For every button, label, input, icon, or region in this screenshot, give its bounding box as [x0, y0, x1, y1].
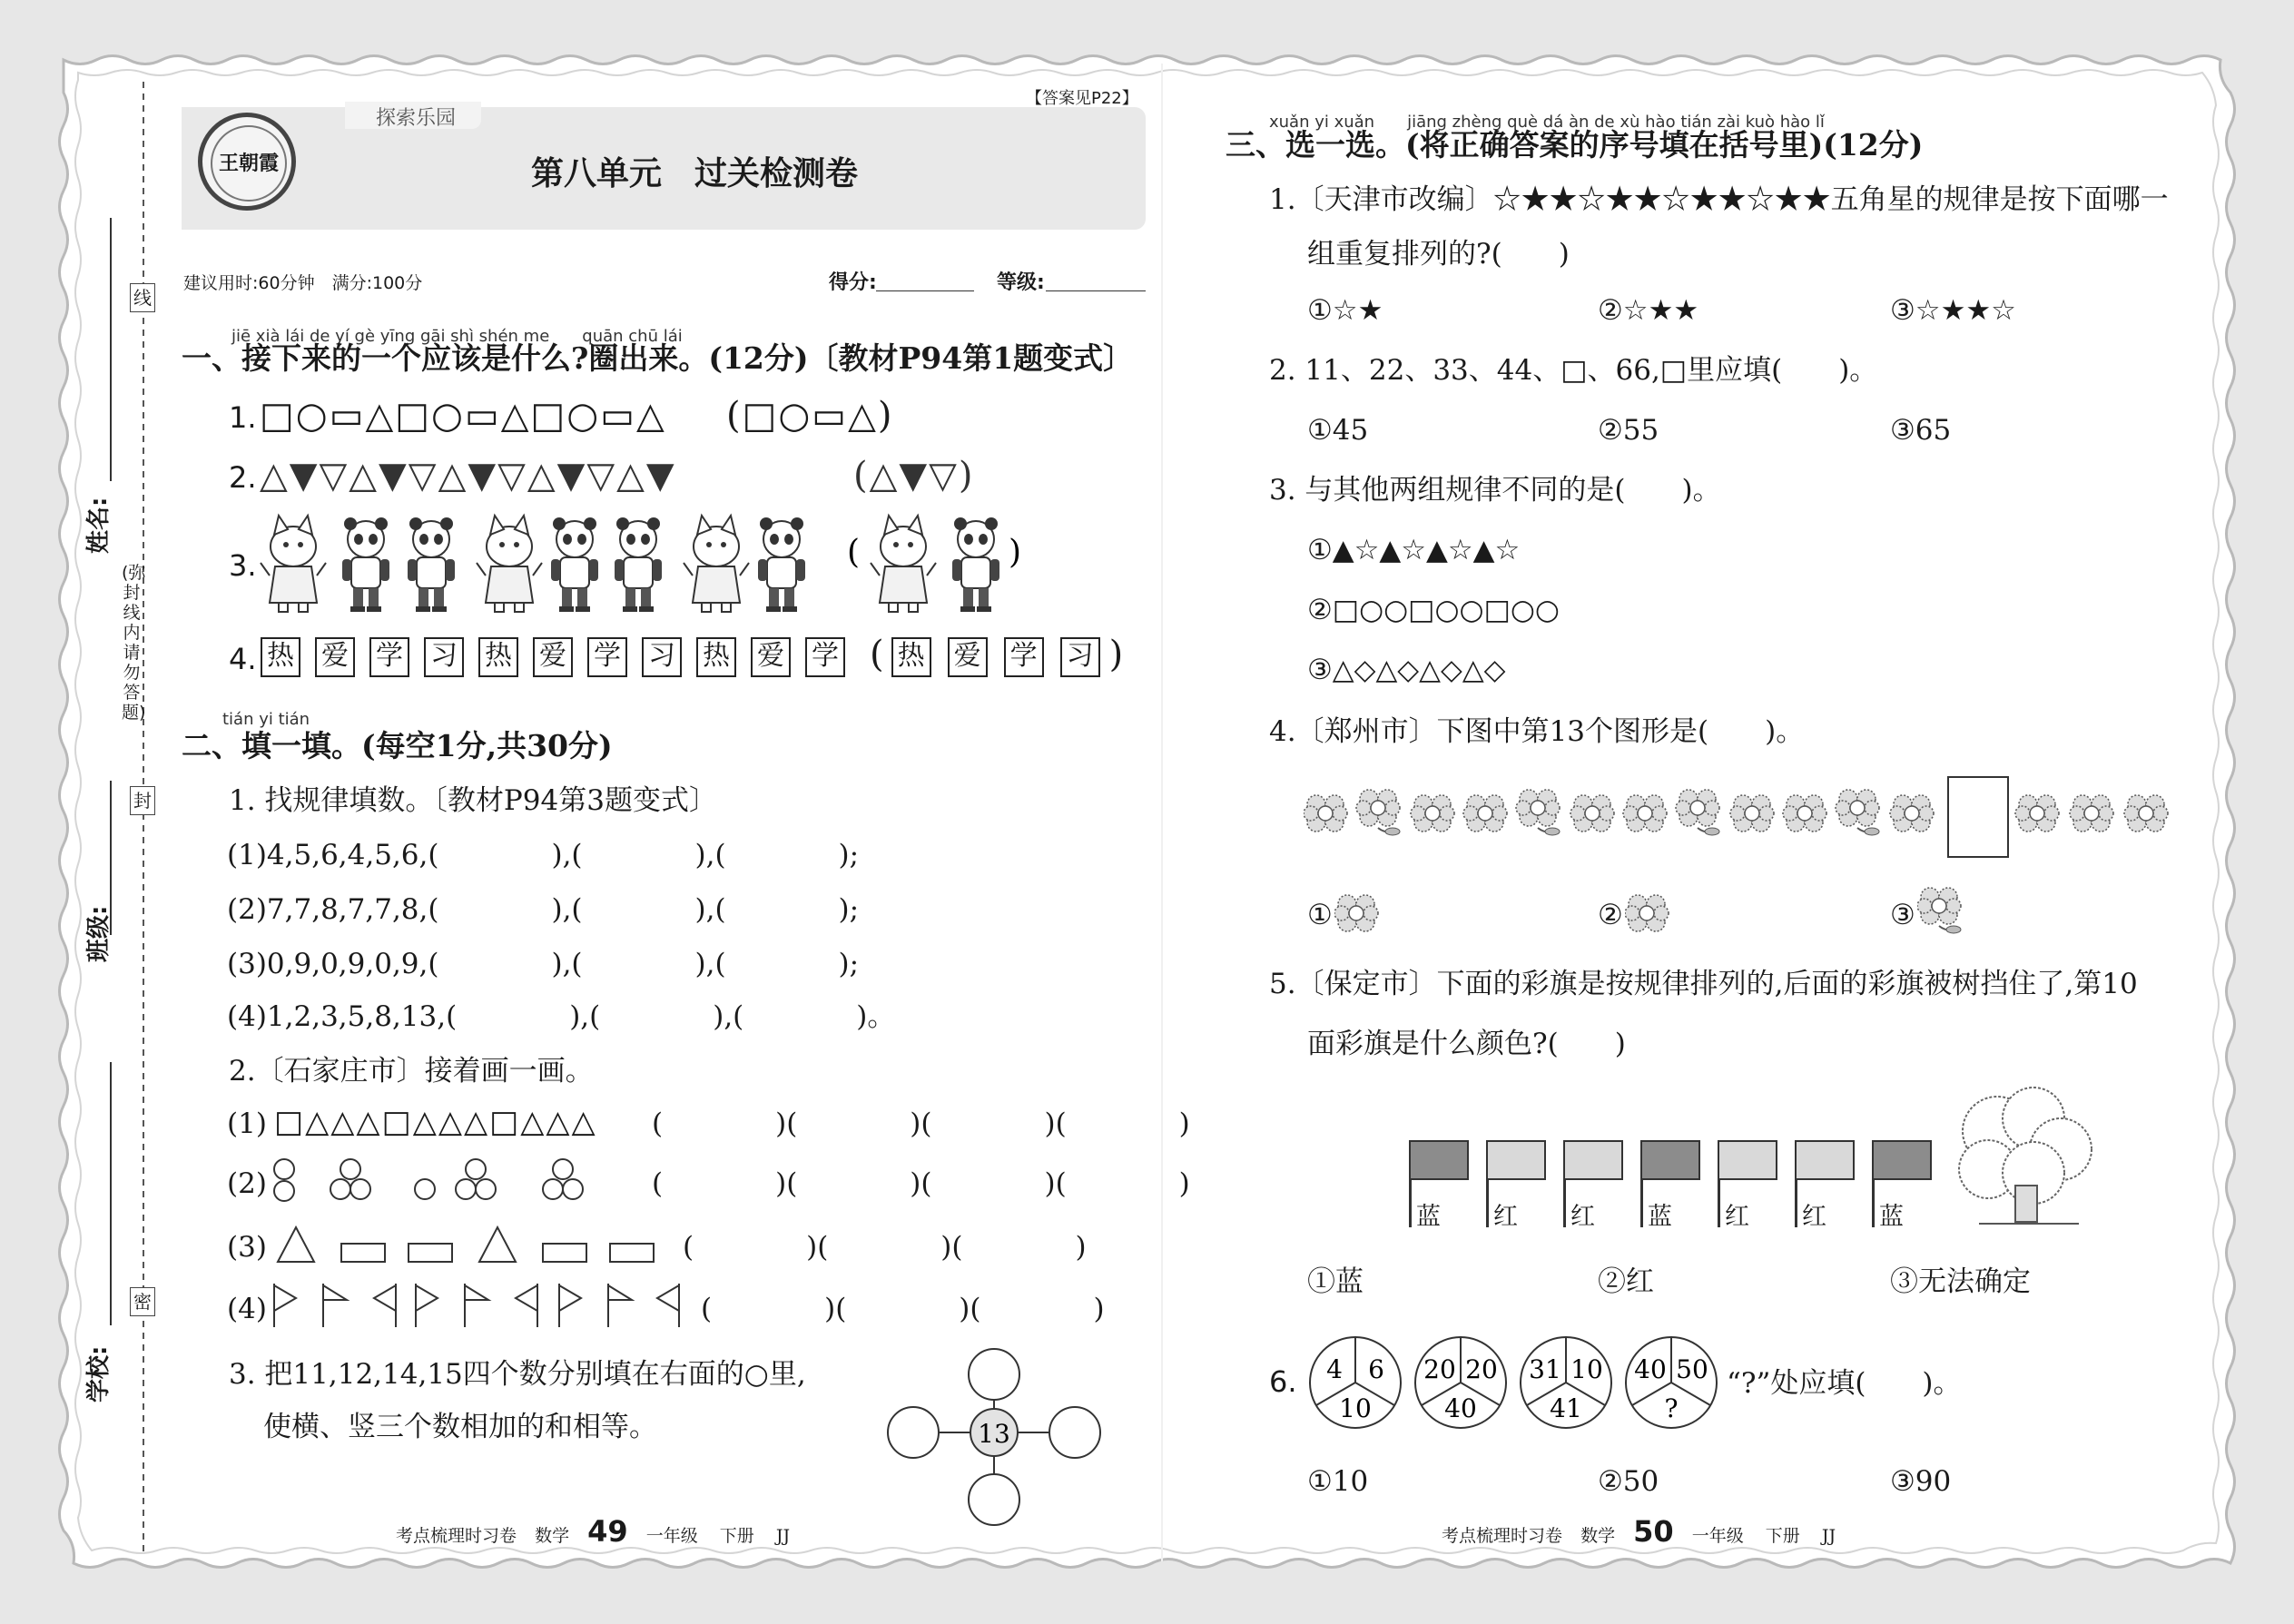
flag-label: 蓝	[1879, 1203, 1904, 1231]
center-number: 13	[978, 1419, 1010, 1449]
s2-q2-row2-circles	[271, 1156, 634, 1207]
s3-q5-line1: 5.〔保定市〕下面的彩旗是按规律排列的,后面的彩旗被树挡住了,第10	[1269, 968, 2138, 1000]
s2-q2-row3-num: (3)	[227, 1231, 267, 1264]
section3-title: 三、选一选。(将正确答案的序号填在括号里)(12分)	[1226, 127, 1924, 162]
flag-label: 蓝	[1648, 1203, 1672, 1231]
flag	[1872, 1140, 1932, 1180]
grade-label: 等级:	[997, 271, 1045, 294]
s3-q5-line2[interactable]: 面彩旗是什么颜色?( )	[1307, 1028, 1626, 1060]
s2-q1-line4[interactable]: (4)1,2,3,5,8,13,( ),( ),( )。	[227, 1000, 896, 1033]
s1-q1-num: 1.	[229, 400, 257, 435]
char-box: 爱	[533, 637, 573, 677]
circle-number: 41	[1550, 1393, 1582, 1423]
s3-q4-line1[interactable]: 4.〔郑州市〕下图中第13个图形是( )。	[1269, 715, 1805, 748]
footer-right-book: 考点梳理时习卷	[1442, 1526, 1563, 1546]
svg-text:(: (	[847, 534, 861, 571]
char-box: 学	[805, 637, 845, 677]
s3-q6-option-3[interactable]: ③90	[1890, 1465, 1952, 1498]
char-box: 爱	[751, 637, 791, 677]
s3-q5-option-1[interactable]: ①蓝	[1307, 1265, 1364, 1298]
s3-q2-option-2[interactable]: ②55	[1598, 414, 1659, 447]
s2-q2-row1-num: (1)	[227, 1107, 267, 1140]
s2-q2-row4-flags	[269, 1278, 695, 1333]
s2-q3-line2: 使横、竖三个数相加的和相等。	[263, 1411, 657, 1443]
s3-q3-line1[interactable]: 3. 与其他两组规律不同的是( )。	[1269, 474, 1721, 507]
s3-q2-option-1[interactable]: ①45	[1307, 414, 1369, 447]
s2-q2-row4-blanks[interactable]: ( )( )( )	[701, 1293, 1105, 1325]
grade-field[interactable]	[1046, 290, 1146, 291]
s3-q1-option-1[interactable]: ①☆★	[1307, 294, 1383, 327]
seal-char: 封	[130, 786, 155, 815]
flag	[1409, 1140, 1469, 1180]
s3-q6-num: 6.	[1269, 1364, 1297, 1399]
footer-left	[396, 1514, 790, 1549]
s1-q2-num: 2.	[229, 460, 257, 495]
circle-number: 10	[1570, 1354, 1603, 1384]
s2-q2-row2-num: (2)	[227, 1167, 267, 1200]
number-circle	[1621, 1333, 1721, 1432]
line-char: 线	[130, 283, 155, 312]
score-label: 得分:	[829, 271, 877, 294]
flag-label: 红	[1493, 1203, 1518, 1231]
circle-number: 50	[1676, 1354, 1708, 1384]
dense-char: 密	[130, 1287, 155, 1316]
s3-q5-option-3[interactable]: ③无法确定	[1890, 1265, 2031, 1298]
footer-left-book: 考点梳理时习卷	[396, 1526, 517, 1546]
school-label: 学校:	[85, 1345, 113, 1403]
answer-ref: 【答案见P22】	[1026, 89, 1138, 108]
footer-right-volume: 下册	[1765, 1526, 1800, 1546]
s3-q4-option-2[interactable]: ②	[1598, 899, 1623, 931]
s3-q3-option-3[interactable]: ③△◇△◇△◇△◇	[1307, 654, 1506, 686]
s3-q1-option-3[interactable]: ③☆★★☆	[1890, 294, 2016, 327]
s1-q1-options[interactable]: (□○▭△)	[726, 395, 894, 437]
s1-q2-options[interactable]: (△▼▽)	[853, 455, 975, 497]
char-box: 爱	[315, 637, 355, 677]
flag	[1795, 1140, 1855, 1180]
s2-q1-line3[interactable]: (3)0,9,0,9,0,9,( ),( ),( );	[227, 948, 860, 980]
s2-q2-row3-blanks[interactable]: ( )( )( )	[683, 1231, 1087, 1264]
s3-q6-option-2[interactable]: ②50	[1598, 1465, 1659, 1498]
brand-logo	[198, 113, 296, 211]
flag	[1563, 1140, 1623, 1180]
s3-q2-option-3[interactable]: ③65	[1890, 414, 1952, 447]
s2-q2-row4-num: (4)	[227, 1293, 267, 1325]
section2-title: 二、填一填。(每空1分,共30分)	[182, 728, 613, 763]
flag	[1640, 1140, 1700, 1180]
s1-q2-sequence: △▼▽△▼▽△▼▽△▼▽△▼	[260, 455, 676, 497]
s3-q3-option-2[interactable]: ②□○○□○○□○○	[1307, 594, 1560, 626]
flag-label: 红	[1802, 1203, 1826, 1231]
s3-q1-line2[interactable]: 组重复排列的?( )	[1307, 238, 1570, 271]
s1-q1-sequence: □○▭△□○▭△□○▭△	[260, 395, 666, 437]
circle-number: 40	[1444, 1393, 1477, 1423]
s1-q4-num: 4.	[229, 642, 257, 676]
s3-q1-line1: 1.〔天津市改编〕☆★★☆★★☆★★☆★★五角星的规律是按下面哪一	[1269, 183, 2169, 216]
s3-q4-option-2-flower	[1625, 886, 1670, 940]
s3-q4-option-3-flower	[1917, 879, 1972, 942]
char-box: 学	[369, 637, 409, 677]
s3-q6-option-1[interactable]: ①10	[1307, 1465, 1369, 1498]
number-circle	[1516, 1333, 1616, 1432]
footer-right-subject: 数学	[1580, 1526, 1616, 1546]
s2-q1-line1[interactable]: (1)4,5,6,4,5,6,( ),( ),( );	[227, 839, 860, 871]
option-char-box[interactable]: 学	[1004, 637, 1044, 677]
class-label: 班级:	[85, 905, 113, 962]
option-char-box[interactable]: 热	[891, 637, 931, 677]
section1-title: 一、接下来的一个应该是什么?圈出来。(12分)〔教材P94第1题变式〕	[182, 340, 1134, 376]
page-title: 第八单元 过关检测卷	[531, 155, 859, 192]
s3-q4-flower-sequence	[1304, 773, 2193, 864]
time-score: 建议用时:60分钟 满分:100分	[183, 273, 423, 293]
footer-left-page: 49	[587, 1514, 628, 1549]
footer-left-volume: 下册	[719, 1526, 754, 1546]
brand-label: 探索乐园	[376, 107, 457, 130]
score-field[interactable]	[876, 290, 974, 291]
section3-pinyin: xuǎn yi xuǎn jiāng zhèng què dá àn de xù hào tián zài kuò hào lǐ	[1269, 113, 1825, 132]
circle-number: 40	[1634, 1354, 1667, 1384]
s3-q4-option-3[interactable]: ③	[1890, 899, 1915, 931]
char-box: 热	[261, 637, 300, 677]
char-box: 习	[424, 637, 464, 677]
s2-q3-cross-circles[interactable]	[881, 1342, 1108, 1532]
option-char-box[interactable]: 爱	[948, 637, 988, 677]
svg-text:): )	[1009, 534, 1022, 571]
binding-notice: (弥封线内请勿答题)	[122, 563, 146, 723]
s3-q2-line1[interactable]: 2. 11、22、33、44、□、66,□里应填( )。	[1269, 354, 1878, 387]
logo-text: 王朝霞	[218, 153, 279, 175]
footer-right	[1442, 1514, 1836, 1549]
circle-number: ?	[1664, 1393, 1679, 1423]
number-circle	[1411, 1333, 1511, 1432]
circle-number: 6	[1368, 1354, 1384, 1384]
number-circle	[1305, 1333, 1405, 1432]
s3-q4-option-1-flower	[1334, 886, 1380, 940]
name-label: 姓名:	[85, 497, 113, 554]
s2-q2-row3-shapes	[272, 1222, 663, 1267]
s2-q1-title: 1. 找规律填数。〔教材P94第3题变式〕	[229, 784, 717, 817]
s2-q2-title: 2.〔石家庄市〕接着画一画。	[229, 1055, 594, 1088]
circle-number: 31	[1529, 1354, 1561, 1384]
footer-left-edition: JJ	[775, 1526, 791, 1546]
flag-label: 红	[1570, 1203, 1595, 1231]
circle-number: 20	[1465, 1354, 1498, 1384]
s1-q3-num: 3.	[229, 548, 257, 583]
s1-q4-sequence	[261, 637, 860, 677]
footer-right-edition: JJ	[1821, 1526, 1836, 1546]
footer-right-page: 50	[1633, 1514, 1674, 1549]
s2-q2-row1-seq: □△△△□△△△□△△△	[274, 1104, 597, 1140]
footer-left-grade: 一年级	[645, 1526, 698, 1546]
s3-q6-prompt[interactable]: “?”处应填( )。	[1727, 1367, 1962, 1400]
char-box: 学	[587, 637, 627, 677]
s2-q3-line1: 3. 把11,12,14,15四个数分别填在右面的○里,	[229, 1358, 806, 1391]
s3-q5-option-2[interactable]: ②红	[1598, 1265, 1654, 1298]
s2-q2-row2-blanks[interactable]: ( )( )( )( )	[652, 1167, 1190, 1200]
circle-number: 20	[1423, 1354, 1456, 1384]
s2-q2-row1-blanks[interactable]: ( )( )( )( )	[652, 1107, 1190, 1140]
footer-left-subject: 数学	[535, 1526, 570, 1546]
s3-q1-option-2[interactable]: ②☆★★	[1598, 294, 1699, 327]
circle-number: 4	[1326, 1354, 1343, 1384]
option-char-box[interactable]: 习	[1060, 637, 1100, 677]
char-box: 习	[642, 637, 682, 677]
s3-q3-option-1[interactable]: ①▲☆▲☆▲☆▲☆	[1307, 534, 1521, 566]
s1-q3-figures	[259, 510, 1049, 615]
s3-q4-option-1[interactable]: ①	[1307, 899, 1333, 931]
flag	[1718, 1140, 1777, 1180]
section1-pinyin: jiē xià lái de yí gè yīng gāi shì shén me quān chū lái	[231, 327, 683, 346]
flag-label: 红	[1725, 1203, 1749, 1231]
flag-label: 蓝	[1416, 1203, 1441, 1231]
char-box: 热	[478, 637, 518, 677]
tree-icon	[1943, 1086, 2106, 1231]
circle-number: 10	[1339, 1393, 1372, 1423]
s2-q1-line2[interactable]: (2)7,7,8,7,7,8,( ),( ),( );	[227, 893, 860, 926]
flag	[1486, 1140, 1546, 1180]
s1-q4-options[interactable]: ( 热 爱 学 习 )	[870, 634, 1124, 675]
char-box: 热	[696, 637, 736, 677]
footer-right-grade: 一年级	[1691, 1526, 1744, 1546]
section2-pinyin: tián yi tián	[222, 710, 310, 729]
